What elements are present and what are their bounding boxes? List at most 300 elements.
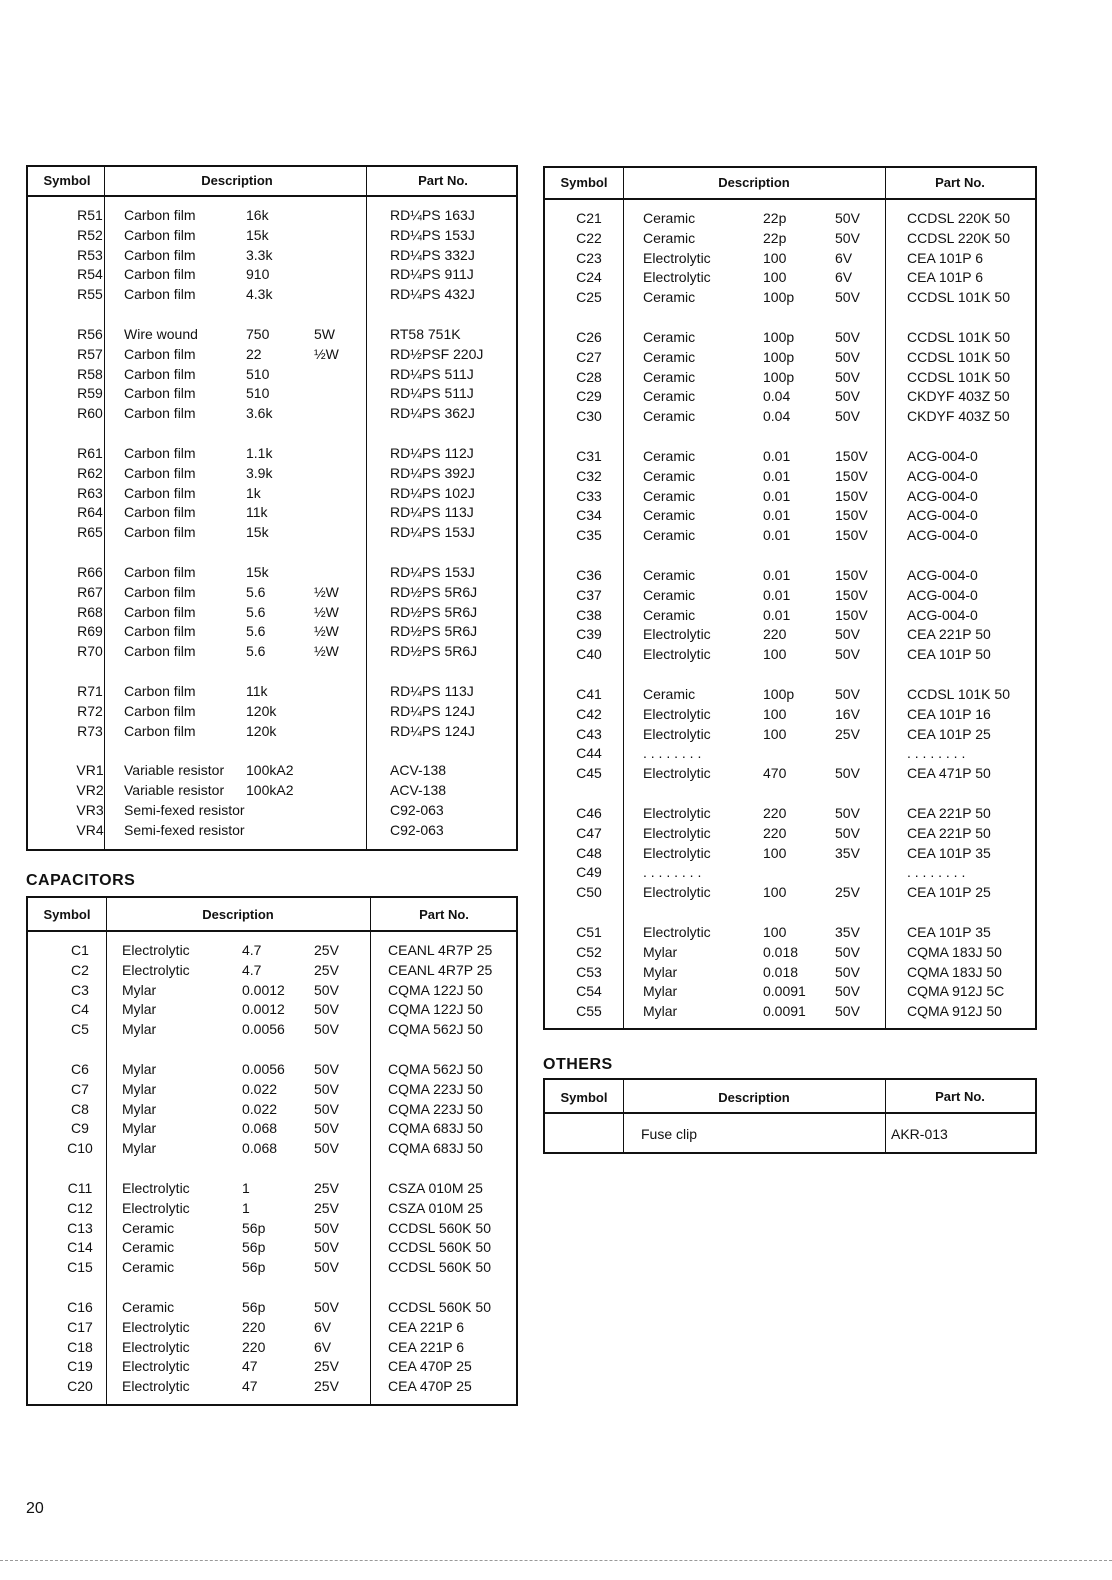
description-cell: Ceramic <box>122 1299 175 1315</box>
description-cell: Variable resistor <box>124 762 225 779</box>
rating-cell: 50V <box>835 388 860 405</box>
part-number-cell: CCDSL 101K 50 <box>907 329 1010 345</box>
part-number-cell: C92-063 <box>390 802 444 818</box>
table-row <box>545 825 1035 845</box>
rating-cell: 25V <box>314 942 339 958</box>
rating-cell: 150V <box>835 467 868 484</box>
symbol-cell: R58 <box>77 365 103 382</box>
symbol-cell: C15 <box>67 1259 93 1276</box>
value-cell: 4.7 <box>242 942 262 958</box>
value-cell: 22p <box>763 229 787 246</box>
value-cell: 750 <box>246 326 270 342</box>
rating-cell: ½W <box>314 583 339 600</box>
value-cell: 510 <box>246 385 270 402</box>
rating-cell: 50V <box>314 1239 339 1256</box>
rating-cell: 25V <box>835 725 860 742</box>
table-row <box>28 1319 516 1339</box>
part-number-cell: CQMA 912J 5C <box>907 983 1005 1000</box>
table-row <box>545 567 1035 587</box>
rating-cell: 50V <box>835 408 860 425</box>
part-number-cell: CQMA 683J 50 <box>388 1120 483 1137</box>
rating-cell: 6V <box>835 269 853 286</box>
part-number-cell: RD½PSF 220J <box>390 345 484 362</box>
value-cell: 100p <box>763 368 795 385</box>
value-cell: 4.7 <box>242 961 262 978</box>
part-number-cell: CCDSL 101K 50 <box>907 289 1010 306</box>
value-cell: 0.0091 <box>763 1003 806 1020</box>
description-cell: Mylar <box>122 1120 157 1137</box>
description-cell: Carbon film <box>124 623 196 640</box>
table-row <box>28 1239 516 1259</box>
table-row <box>545 329 1035 349</box>
table-row <box>28 1180 516 1200</box>
part-number-cell: RD¼PS 511J <box>390 385 474 402</box>
description-cell: Electrolytic <box>643 924 711 940</box>
value-cell: 100 <box>763 646 787 663</box>
table-header <box>545 168 1035 200</box>
description-cell: Ceramic <box>643 229 696 246</box>
description-cell: Electrolytic <box>643 805 711 821</box>
part-number-cell: CQMA 122J 50 <box>388 1001 483 1018</box>
symbol-cell: C23 <box>576 249 602 266</box>
header-description: Description <box>718 1090 790 1105</box>
part-number-cell: CQMA 223J 50 <box>388 1080 483 1097</box>
value-cell: 15k <box>246 226 269 243</box>
value-cell: 56p <box>242 1299 266 1315</box>
part-number-cell: RD¼PS 392J <box>390 464 475 481</box>
symbol-cell: C25 <box>576 289 602 306</box>
symbol-cell: C27 <box>576 348 602 365</box>
description-cell: Ceramic <box>643 507 696 524</box>
header-symbol: Symbol <box>560 1090 608 1105</box>
symbol-cell: C22 <box>576 229 602 246</box>
part-number-cell: CQMA 562J 50 <box>388 1061 483 1077</box>
part-number-cell: CQMA 683J 50 <box>388 1140 483 1157</box>
resistor-table <box>26 165 518 851</box>
rating-cell: 50V <box>835 626 860 643</box>
symbol-cell: C10 <box>67 1140 93 1157</box>
symbol-cell: C13 <box>67 1219 93 1236</box>
part-number-cell: RD¼PS 362J <box>390 405 475 422</box>
table-row <box>545 607 1035 627</box>
symbol-cell: C43 <box>576 725 602 742</box>
part-number-cell: CSZA 010M 25 <box>388 1180 483 1196</box>
description-cell: Electrolytic <box>122 1378 190 1395</box>
table-row <box>28 1081 516 1101</box>
part-number-cell: RD¼PS 113J <box>390 504 474 521</box>
rating-cell: 25V <box>314 1358 339 1375</box>
table-row <box>545 210 1035 230</box>
description-cell: Variable resistor <box>124 782 225 799</box>
value-cell: 0.01 <box>763 527 791 544</box>
table-row <box>545 408 1035 428</box>
symbol-cell: R62 <box>77 464 103 481</box>
symbol-cell: R69 <box>77 623 103 640</box>
symbol-cell: R60 <box>77 405 103 422</box>
value-cell: 100 <box>763 269 787 286</box>
table-row <box>545 964 1035 984</box>
description-cell: Ceramic <box>643 408 696 425</box>
rating-cell: 50V <box>314 1219 339 1236</box>
rating-cell: 50V <box>835 983 860 1000</box>
part-number-cell: CEA 221P 6 <box>388 1338 465 1355</box>
header-part-no: Part No. <box>935 1089 985 1104</box>
value-cell: 220 <box>242 1318 266 1335</box>
description-cell: Electrolytic <box>122 1199 190 1216</box>
symbol-cell: C40 <box>576 646 602 663</box>
table-row <box>28 782 516 802</box>
table-row <box>28 1021 516 1041</box>
table-header <box>545 1080 1035 1114</box>
rating-cell: 50V <box>314 1259 339 1276</box>
symbol-cell: C50 <box>576 884 602 901</box>
symbol-cell: R57 <box>77 345 103 362</box>
part-number-cell: ACG-004-0 <box>907 527 978 544</box>
value-cell: 56p <box>242 1239 266 1256</box>
table-row <box>28 346 516 366</box>
description-cell: Ceramic <box>643 210 696 226</box>
value-cell: 3.6k <box>246 405 273 422</box>
part-number-cell: RD¼PS 432J <box>390 286 475 303</box>
description-cell: Carbon film <box>124 583 196 600</box>
value-cell: 0.01 <box>763 606 791 623</box>
table-row <box>28 802 516 822</box>
table-row <box>28 643 516 663</box>
table-row <box>545 745 1035 765</box>
symbol-cell: C42 <box>576 705 602 722</box>
rating-cell: 50V <box>314 1080 339 1097</box>
rating-cell: 25V <box>314 1199 339 1216</box>
description-cell: Carbon film <box>124 603 196 620</box>
part-number-cell: CCDSL 560K 50 <box>388 1239 491 1256</box>
value-cell: 0.04 <box>763 408 791 425</box>
symbol-cell: C46 <box>576 805 602 821</box>
table-row <box>28 762 516 782</box>
value-cell: 100 <box>763 924 787 940</box>
rating-cell: 5W <box>314 326 335 342</box>
description-cell: Mylar <box>643 963 678 980</box>
symbol-cell: R52 <box>77 226 103 243</box>
description-cell: Electrolytic <box>122 1358 190 1375</box>
value-cell: 22 <box>246 345 262 362</box>
table-row <box>28 207 516 227</box>
description-cell: Mylar <box>122 1100 157 1117</box>
rating-cell: 50V <box>835 963 860 980</box>
table-row <box>28 1299 516 1319</box>
part-number-cell: RD¼PS 163J <box>390 207 475 223</box>
description-cell: Wire wound <box>124 326 198 342</box>
description-cell: Electrolytic <box>122 942 190 958</box>
part-number-cell: CEA 470P 25 <box>388 1378 472 1395</box>
description-cell: Electrolytic <box>643 725 711 742</box>
rating-cell: 50V <box>314 1299 339 1315</box>
table-row <box>28 485 516 505</box>
description-cell: Electrolytic <box>643 269 711 286</box>
symbol-cell: R56 <box>77 326 103 342</box>
symbol-cell: C16 <box>67 1299 93 1315</box>
rating-cell: 150V <box>835 586 868 603</box>
description-cell: Carbon film <box>124 345 196 362</box>
description-cell: Electrolytic <box>122 961 190 978</box>
rating-cell: 50V <box>835 348 860 365</box>
description-cell: Electrolytic <box>643 626 711 643</box>
description-cell: Electrolytic <box>643 249 711 266</box>
header-description: Description <box>201 173 273 188</box>
rating-cell: 35V <box>835 844 860 861</box>
part-number-cell: . . . . . . . . <box>907 864 966 881</box>
value-cell: 220 <box>763 824 787 841</box>
value-cell: 120k <box>246 722 277 739</box>
rating-cell: ½W <box>314 623 339 640</box>
table-row <box>545 289 1035 309</box>
description-cell: Carbon film <box>124 365 196 382</box>
value-cell: 0.01 <box>763 487 791 504</box>
rating-cell: 150V <box>835 507 868 524</box>
description-cell: Ceramic <box>643 289 696 306</box>
part-number-cell: ACV-138 <box>390 782 447 799</box>
value-cell: 1.1k <box>246 445 273 461</box>
table-row <box>545 230 1035 250</box>
description-cell: Electrolytic <box>122 1338 190 1355</box>
table-row <box>545 944 1035 964</box>
header-symbol: Symbol <box>43 907 91 922</box>
symbol-cell: C36 <box>576 567 602 583</box>
part-number-cell: RD¼PS 112J <box>390 445 474 461</box>
symbol-cell: C20 <box>67 1378 93 1395</box>
symbol-cell: R53 <box>77 246 103 263</box>
rating-cell: 50V <box>314 1140 339 1157</box>
symbol-cell: R70 <box>77 643 103 660</box>
table-row <box>28 326 516 346</box>
capacitor-table-left <box>26 896 518 1406</box>
value-cell: 100 <box>763 725 787 742</box>
description-cell: Ceramic <box>643 368 696 385</box>
table-header <box>28 167 516 197</box>
part-number-cell: CQMA 183J 50 <box>907 943 1002 960</box>
part-number-cell: CCDSL 560K 50 <box>388 1299 491 1315</box>
value-cell: 0.0091 <box>763 983 806 1000</box>
table-row <box>545 587 1035 607</box>
symbol-cell: R66 <box>77 564 103 580</box>
description-cell: Electrolytic <box>643 646 711 663</box>
symbol-cell: C54 <box>576 983 602 1000</box>
symbol-cell: R71 <box>77 683 103 699</box>
value-cell: 220 <box>242 1338 266 1355</box>
table-row <box>28 1061 516 1081</box>
symbol-cell: C51 <box>576 924 602 940</box>
table-row <box>545 507 1035 527</box>
rating-cell: 50V <box>835 805 860 821</box>
symbol-cell: C18 <box>67 1338 93 1355</box>
table-row <box>28 445 516 465</box>
part-number-cell: RD½PS 5R6J <box>390 583 478 600</box>
part-number-cell: RD½PS 5R6J <box>390 643 478 660</box>
rating-cell: 150V <box>835 487 868 504</box>
symbol-cell: C35 <box>576 527 602 544</box>
table-row <box>545 646 1035 666</box>
others-heading: OTHERS <box>543 1056 613 1073</box>
table-row <box>545 349 1035 369</box>
value-cell: 5.6 <box>246 623 266 640</box>
table-row <box>28 942 516 962</box>
rating-cell: 50V <box>835 765 860 782</box>
symbol-cell: C39 <box>576 626 602 643</box>
description-cell: Electrolytic <box>643 765 711 782</box>
part-number-cell: RD¼PS 113J <box>390 683 474 699</box>
table-row <box>28 1378 516 1398</box>
rating-cell: 150V <box>835 606 868 623</box>
table-row <box>28 564 516 584</box>
part-number-cell: CKDYF 403Z 50 <box>907 408 1010 425</box>
table-row <box>28 1140 516 1160</box>
description-cell: Mylar <box>122 1001 157 1018</box>
description-cell: Ceramic <box>643 527 696 544</box>
table-row <box>545 845 1035 865</box>
symbol-cell: R72 <box>77 702 103 719</box>
value-cell: 15k <box>246 564 269 580</box>
value-cell: 5.6 <box>246 603 266 620</box>
part-number-cell: ACG-004-0 <box>907 487 978 504</box>
symbol-cell: C34 <box>576 507 602 524</box>
value-cell: 220 <box>763 805 787 821</box>
part-number-cell: ACG-004-0 <box>907 586 978 603</box>
symbol-cell: R67 <box>77 583 103 600</box>
page-bottom-rule <box>0 1560 1112 1562</box>
rating-cell: 50V <box>835 824 860 841</box>
symbol-cell: C32 <box>576 467 602 484</box>
description-cell: Semi-fexed resistor <box>124 821 245 838</box>
part-number-cell: C92-063 <box>390 821 444 838</box>
description-cell: Ceramic <box>643 686 696 702</box>
description-cell: Ceramic <box>643 606 696 623</box>
description-cell: Carbon film <box>124 504 196 521</box>
part-number-cell: CCDSL 101K 50 <box>907 348 1010 365</box>
part-number-cell: CCDSL 560K 50 <box>388 1219 491 1236</box>
value-cell: 100 <box>763 705 787 722</box>
part-number-cell: CCDSL 220K 50 <box>907 229 1010 246</box>
description-cell: Semi-fexed resistor <box>124 802 245 818</box>
rating-cell: 50V <box>835 943 860 960</box>
part-number-cell: CEA 221P 6 <box>388 1318 465 1335</box>
value-cell: 910 <box>246 266 270 283</box>
value-cell: 0.022 <box>242 1080 278 1097</box>
description-cell: Mylar <box>643 983 678 1000</box>
table-row <box>28 405 516 425</box>
value-cell: 100 <box>763 884 787 901</box>
rating-cell: 35V <box>835 924 860 940</box>
rating-cell: 25V <box>314 1180 339 1196</box>
table-row <box>545 250 1035 270</box>
table-row <box>545 448 1035 468</box>
value-cell: 5.6 <box>246 643 266 660</box>
header-symbol: Symbol <box>560 175 608 190</box>
table-row <box>545 805 1035 825</box>
value-cell: 4.3k <box>246 286 273 303</box>
value-cell: 0.0012 <box>242 981 285 998</box>
symbol-cell: VR4 <box>76 821 104 838</box>
description-cell: Carbon film <box>124 207 196 223</box>
value-cell: 56p <box>242 1219 266 1236</box>
description-cell: Electrolytic <box>122 1180 190 1196</box>
value-cell: 1 <box>242 1180 250 1196</box>
part-number-cell: ACG-004-0 <box>907 567 978 583</box>
table-row <box>28 604 516 624</box>
symbol-cell: C38 <box>576 606 602 623</box>
description-cell: Fuse clip <box>641 1126 698 1142</box>
table-row <box>28 1200 516 1220</box>
table-row <box>545 864 1035 884</box>
rating-cell: 50V <box>835 210 860 226</box>
rating-cell: 50V <box>314 981 339 998</box>
description-cell: Mylar <box>122 1021 157 1038</box>
part-number-cell: RD¼PS 124J <box>390 722 475 739</box>
symbol-cell: C31 <box>576 448 602 464</box>
value-cell: 0.068 <box>242 1120 278 1137</box>
table-row <box>28 1339 516 1359</box>
rating-cell: 50V <box>835 646 860 663</box>
header-part-no: Part No. <box>418 173 468 188</box>
table-row <box>28 982 516 1002</box>
table-row <box>545 527 1035 547</box>
symbol-cell: C21 <box>576 210 602 226</box>
table-row <box>28 822 516 842</box>
header-symbol: Symbol <box>43 173 91 188</box>
rating-cell: 50V <box>314 1021 339 1038</box>
value-cell: 100kA2 <box>246 762 294 779</box>
value-cell: 0.01 <box>763 507 791 524</box>
table-row <box>545 388 1035 408</box>
description-cell: Mylar <box>643 943 678 960</box>
description-cell: Ceramic <box>122 1239 175 1256</box>
rating-cell: 150V <box>835 448 868 464</box>
value-cell: 56p <box>242 1259 266 1276</box>
part-number-cell: ACV-138 <box>390 762 447 779</box>
rating-cell: 50V <box>835 289 860 306</box>
table-row <box>28 703 516 723</box>
table-row <box>545 686 1035 706</box>
table-row <box>545 1126 1035 1146</box>
value-cell: 100p <box>763 329 795 345</box>
rating-cell: 150V <box>835 567 868 583</box>
part-number-cell: CKDYF 403Z 50 <box>907 388 1010 405</box>
rating-cell: 6V <box>314 1318 332 1335</box>
part-number-cell: CEA 221P 50 <box>907 626 991 643</box>
symbol-cell: C28 <box>576 368 602 385</box>
value-cell: 1 <box>242 1199 250 1216</box>
rating-cell: 150V <box>835 527 868 544</box>
table-row <box>28 1358 516 1378</box>
value-cell: 3.3k <box>246 246 273 263</box>
description-cell: Electrolytic <box>122 1318 190 1335</box>
symbol-cell: C49 <box>576 864 602 881</box>
symbol-cell: C9 <box>71 1120 89 1137</box>
part-number-cell: . . . . . . . . <box>907 745 966 762</box>
symbol-cell: C1 <box>71 942 89 958</box>
part-number-cell: RD¼PS 124J <box>390 702 475 719</box>
table-row <box>545 488 1035 508</box>
part-number-cell: CCDSL 220K 50 <box>907 210 1010 226</box>
table-row <box>28 465 516 485</box>
symbol-cell: C44 <box>576 745 602 762</box>
table-row <box>545 468 1035 488</box>
value-cell: 15k <box>246 524 269 541</box>
part-number-cell: CEANL 4R7P 25 <box>388 942 493 958</box>
part-number-cell: AKR-013 <box>891 1126 948 1142</box>
part-number-cell: RD¼PS 511J <box>390 365 474 382</box>
part-number-cell: RD¼PS 153J <box>390 524 475 541</box>
table-row <box>545 1003 1035 1023</box>
description-cell: Mylar <box>122 1080 157 1097</box>
